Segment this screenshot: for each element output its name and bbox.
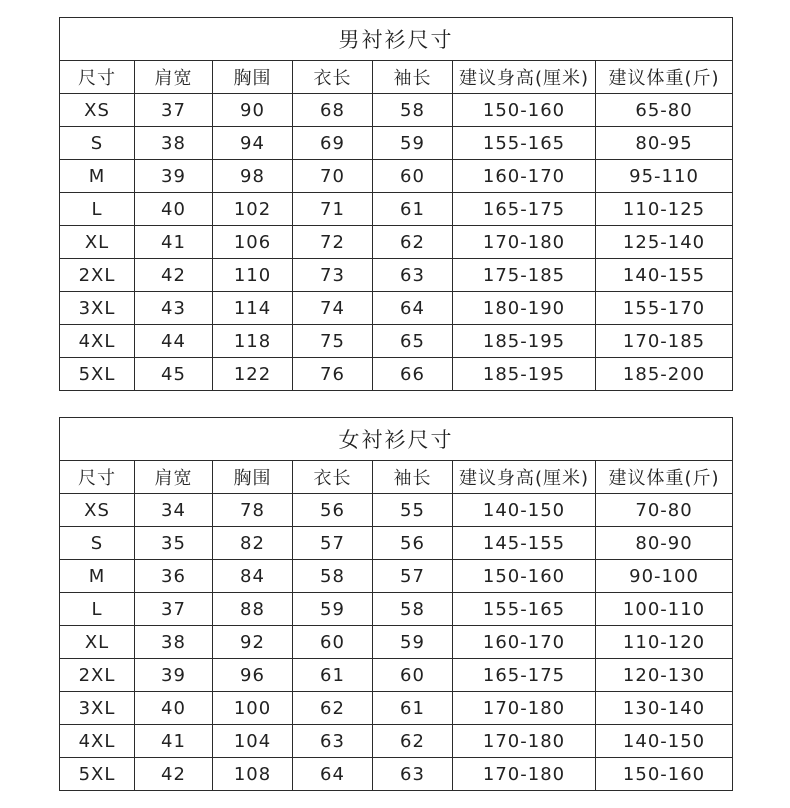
table-cell: 38 (135, 626, 213, 659)
table-cell: 185-200 (596, 358, 733, 391)
table-cell: 90 (213, 94, 293, 127)
table-cell: 68 (293, 94, 373, 127)
table-cell: 150-160 (453, 94, 596, 127)
table-cell: XS (60, 94, 135, 127)
table-cell: 160-170 (453, 160, 596, 193)
table-cell: 41 (135, 226, 213, 259)
table-row (60, 160, 733, 193)
column-header: 尺寸 (60, 461, 135, 494)
table-cell: 80-95 (596, 127, 733, 160)
table-cell: 102 (213, 193, 293, 226)
table-cell: 58 (373, 593, 453, 626)
table-row (60, 292, 733, 325)
table-cell: 63 (373, 259, 453, 292)
table-row (60, 127, 733, 160)
table-cell: 5XL (60, 758, 135, 791)
table-cell: 3XL (60, 292, 135, 325)
table-cell: 71 (293, 193, 373, 226)
column-header: 建议体重(斤) (596, 61, 733, 94)
table-cell: 122 (213, 358, 293, 391)
table-cell: 185-195 (453, 358, 596, 391)
table-cell: 106 (213, 226, 293, 259)
table-cell: 78 (213, 494, 293, 527)
table-cell: 64 (293, 758, 373, 791)
table-row (60, 527, 733, 560)
table-cell: 2XL (60, 659, 135, 692)
table-cell: 62 (293, 692, 373, 725)
table-cell: 110-120 (596, 626, 733, 659)
table-cell: 72 (293, 226, 373, 259)
column-header: 肩宽 (135, 461, 213, 494)
table-cell: 62 (373, 226, 453, 259)
table-cell: 140-150 (453, 494, 596, 527)
table-cell: 80-90 (596, 527, 733, 560)
table-row (60, 626, 733, 659)
table-cell: 56 (373, 527, 453, 560)
table-cell: 98 (213, 160, 293, 193)
table-cell: 64 (373, 292, 453, 325)
table-row (60, 758, 733, 791)
table-row (60, 358, 733, 391)
table-cell: 43 (135, 292, 213, 325)
table-cell: M (60, 560, 135, 593)
table-cell: 94 (213, 127, 293, 160)
table-row (60, 725, 733, 758)
table-row (60, 325, 733, 358)
table-cell: 59 (373, 626, 453, 659)
table-cell: 155-170 (596, 292, 733, 325)
table-cell: 57 (293, 527, 373, 560)
table-row (60, 259, 733, 292)
table-cell: 41 (135, 725, 213, 758)
table-cell: 73 (293, 259, 373, 292)
table-cell: 140-155 (596, 259, 733, 292)
table-cell: XL (60, 626, 135, 659)
table-cell: 37 (135, 593, 213, 626)
women-table-body (60, 494, 733, 791)
table-cell: 84 (213, 560, 293, 593)
table-cell: 170-180 (453, 226, 596, 259)
table-cell: 185-195 (453, 325, 596, 358)
table-cell: 56 (293, 494, 373, 527)
table-row (60, 692, 733, 725)
table-row (60, 659, 733, 692)
table-cell: 44 (135, 325, 213, 358)
table-row (60, 193, 733, 226)
table-cell: 3XL (60, 692, 135, 725)
table-cell: 69 (293, 127, 373, 160)
table-cell: L (60, 193, 135, 226)
table-cell: 180-190 (453, 292, 596, 325)
table-cell: 5XL (60, 358, 135, 391)
table-cell: 125-140 (596, 226, 733, 259)
table-cell: 145-155 (453, 527, 596, 560)
table-cell: 120-130 (596, 659, 733, 692)
table-cell: M (60, 160, 135, 193)
table-row (60, 94, 733, 127)
column-header: 建议身高(厘米) (453, 461, 596, 494)
table-cell: 63 (293, 725, 373, 758)
table-cell: 4XL (60, 325, 135, 358)
table-cell: 95-110 (596, 160, 733, 193)
men-table-title: 男衬衫尺寸 (60, 18, 733, 61)
table-cell: S (60, 527, 135, 560)
table-cell: 55 (373, 494, 453, 527)
table-cell: 40 (135, 193, 213, 226)
table-cell: 35 (135, 527, 213, 560)
table-cell: 60 (293, 626, 373, 659)
table-cell: 42 (135, 259, 213, 292)
column-header: 建议体重(斤) (596, 461, 733, 494)
table-cell: 2XL (60, 259, 135, 292)
table-cell: 60 (373, 659, 453, 692)
column-header: 肩宽 (135, 61, 213, 94)
table-cell: 42 (135, 758, 213, 791)
table-cell: 76 (293, 358, 373, 391)
table-cell: 75 (293, 325, 373, 358)
women-header-row (60, 461, 733, 494)
table-cell: 170-180 (453, 692, 596, 725)
table-cell: 100 (213, 692, 293, 725)
table-cell: 150-160 (453, 560, 596, 593)
table-cell: 61 (293, 659, 373, 692)
table-cell: 60 (373, 160, 453, 193)
table-cell: 34 (135, 494, 213, 527)
column-header: 建议身高(厘米) (453, 61, 596, 94)
table-cell: 61 (373, 692, 453, 725)
table-cell: 58 (293, 560, 373, 593)
table-row (60, 593, 733, 626)
table-row (60, 560, 733, 593)
column-header: 衣长 (293, 61, 373, 94)
table-cell: 62 (373, 725, 453, 758)
table-cell: 65 (373, 325, 453, 358)
table-cell: 108 (213, 758, 293, 791)
table-cell: 39 (135, 160, 213, 193)
table-cell: 90-100 (596, 560, 733, 593)
table-cell: 59 (293, 593, 373, 626)
table-cell: 65-80 (596, 94, 733, 127)
table-cell: S (60, 127, 135, 160)
table-cell: 39 (135, 659, 213, 692)
table-cell: 70 (293, 160, 373, 193)
table-cell: 104 (213, 725, 293, 758)
women-size-table (59, 417, 733, 791)
table-cell: 37 (135, 94, 213, 127)
table-cell: 4XL (60, 725, 135, 758)
table-cell: 140-150 (596, 725, 733, 758)
table-cell: 114 (213, 292, 293, 325)
table-row (60, 494, 733, 527)
table-cell: 61 (373, 193, 453, 226)
table-cell: 110-125 (596, 193, 733, 226)
table-cell: 100-110 (596, 593, 733, 626)
table-cell: 66 (373, 358, 453, 391)
table-cell: 57 (373, 560, 453, 593)
column-header: 胸围 (213, 461, 293, 494)
column-header: 胸围 (213, 61, 293, 94)
table-cell: 165-175 (453, 193, 596, 226)
table-cell: XL (60, 226, 135, 259)
table-cell: 110 (213, 259, 293, 292)
table-cell: 74 (293, 292, 373, 325)
table-row (60, 226, 733, 259)
men-table-body (60, 94, 733, 391)
table-cell: 130-140 (596, 692, 733, 725)
column-header: 尺寸 (60, 61, 135, 94)
table-cell: L (60, 593, 135, 626)
table-cell: 118 (213, 325, 293, 358)
column-header: 袖长 (373, 461, 453, 494)
table-cell: 155-165 (453, 127, 596, 160)
table-cell: 70-80 (596, 494, 733, 527)
table-cell: 38 (135, 127, 213, 160)
table-cell: 63 (373, 758, 453, 791)
table-cell: 36 (135, 560, 213, 593)
table-cell: 155-165 (453, 593, 596, 626)
table-cell: 58 (373, 94, 453, 127)
table-cell: 150-160 (596, 758, 733, 791)
men-size-table (59, 17, 733, 391)
table-cell: 165-175 (453, 659, 596, 692)
table-cell: 160-170 (453, 626, 596, 659)
table-cell: 96 (213, 659, 293, 692)
table-cell: 170-180 (453, 725, 596, 758)
column-header: 衣长 (293, 461, 373, 494)
table-cell: 82 (213, 527, 293, 560)
table-cell: 175-185 (453, 259, 596, 292)
table-cell: 45 (135, 358, 213, 391)
table-cell: XS (60, 494, 135, 527)
column-header: 袖长 (373, 61, 453, 94)
table-cell: 40 (135, 692, 213, 725)
table-cell: 59 (373, 127, 453, 160)
men-header-row (60, 61, 733, 94)
table-cell: 170-180 (453, 758, 596, 791)
table-cell: 88 (213, 593, 293, 626)
table-cell: 170-185 (596, 325, 733, 358)
women-table-title: 女衬衫尺寸 (60, 418, 733, 461)
table-cell: 92 (213, 626, 293, 659)
